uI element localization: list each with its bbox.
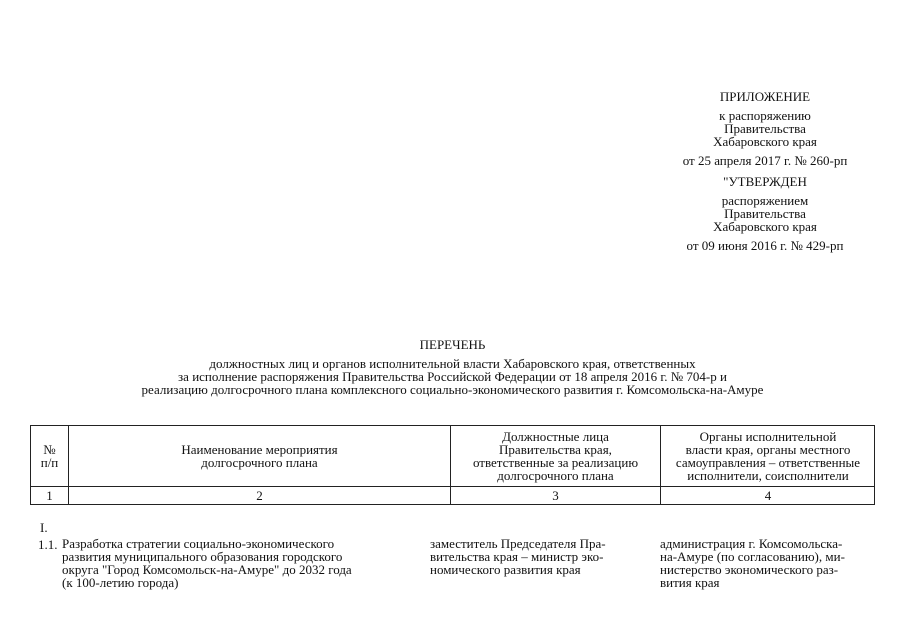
approved-line: Хабаровского края [713,219,817,234]
appendix-line: Хабаровского края [713,134,817,149]
bodies-line: вития края [660,575,720,590]
officials-line: вительства края – министр эко- [430,549,604,564]
officials-cell [430,537,606,576]
header-text: долгосрочного плана [201,455,318,470]
table-header-row [31,426,874,487]
bodies-cell [660,537,845,589]
table-header [30,425,875,505]
subtitle-line: реализацию долгосрочного плана комплексного социально-экономического развития г. Комсомольска-на-Амуре [141,382,764,397]
appendix-block [650,90,880,167]
header-cell-activity [69,426,451,486]
activity-line: (к 100-летию города) [62,575,179,590]
header-text: Органы исполнительной [699,429,837,444]
approved-title: "УТВЕРЖДЕН [723,174,807,189]
column-number: 3 [451,486,661,505]
header-cell-number [31,426,69,486]
subtitle-line: за исполнение распоряжения Правительства Российской Федерации от 18 апреля 2016 г. № 704-р и [178,369,727,384]
header-text: Наименование мероприятия [181,442,338,457]
row-number: 1.1. [38,537,58,552]
column-number: 4 [764,487,772,503]
appendix-line: Правительства [724,121,806,136]
officials-line: номического развития края [430,562,581,577]
appendix-line: к распоряжению [719,108,811,123]
appendix-title: ПРИЛОЖЕНИЕ [719,89,811,104]
header-text: самоуправления – ответственные [675,455,861,470]
officials-line: заместитель Председателя Пра- [430,536,606,551]
document-title-text: ПЕРЕЧЕНЬ [419,337,486,352]
header-cell-bodies [661,426,875,486]
header-text: ответственные за реализацию [472,455,639,470]
header-text: Должностные лица [502,429,609,444]
header-text: Правительства края, [499,442,612,457]
bodies-line: администрация г. Комсомольска- [660,536,843,551]
section-number: I. [40,520,48,535]
bodies-line: на-Амуре (по согласованию), ми- [660,549,845,564]
header-text: исполнители, соисполнители [687,468,849,483]
header-text: власти края, органы местного [685,442,851,457]
header-text: № [43,442,56,457]
approved-date: от 09 июня 2016 г. № 429-рп [686,238,844,253]
subtitle-line: должностных лиц и органов исполнительной власти Хабаровского края, ответственных [209,356,696,371]
document-title [0,338,905,351]
activity-line: Разработка стратегии социально-экономического [62,536,335,551]
approved-line: Правительства [724,206,806,221]
header-text: п/п [40,455,59,470]
column-number: 1 [31,486,69,505]
document-subtitle [0,357,905,396]
appendix-date: от 25 апреля 2017 г. № 260-рп [682,153,848,168]
activity-line: развития муниципального образования городского [62,549,343,564]
approved-line: распоряжением [721,193,809,208]
column-number: 2 [69,486,451,505]
activity-line: округа "Город Комсомольск-на-Амуре" до 2032 года [62,562,352,577]
bodies-line: нистерство экономического раз- [660,562,839,577]
header-cell-officials [451,426,661,486]
approved-block [650,175,880,252]
activity-cell [62,537,352,589]
column-number-row [31,486,874,505]
header-text: долгосрочного плана [497,468,614,483]
